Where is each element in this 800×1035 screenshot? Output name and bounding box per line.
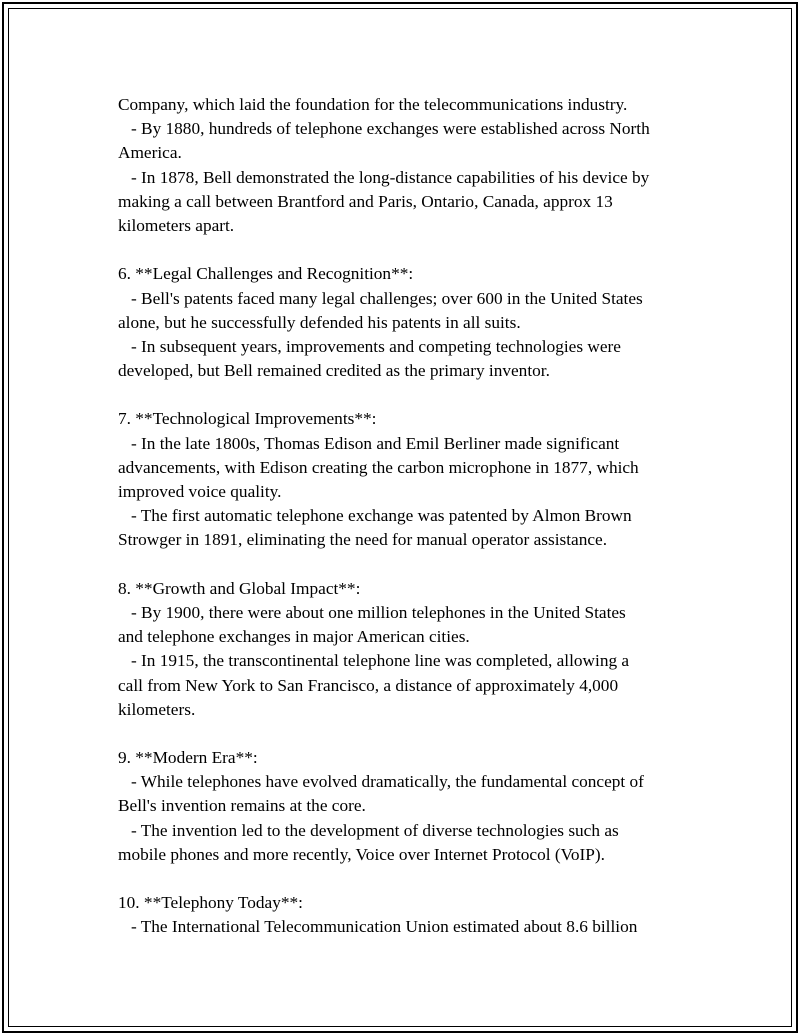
text-line: - In subsequent years, improvements and competing technologies were <box>118 336 621 356</box>
text-line: - In 1878, Bell demonstrated the long-distance capabilities of his device by <box>118 167 650 187</box>
text-line: and telephone exchanges in major American cities. <box>118 627 470 647</box>
text-line: - The invention led to the development of diverse technologies such as <box>118 820 619 840</box>
text-line: 9. **Modern Era**: <box>118 748 258 768</box>
text-line: mobile phones and more recently, Voice over Internet Protocol (VoIP). <box>118 844 605 864</box>
text-line: - In 1915, the transcontinental telephone line was completed, allowing a <box>118 651 630 671</box>
text-line: alone, but he successfully defended his patents in all suits. <box>118 312 521 332</box>
blank-line <box>118 722 698 746</box>
text-line: developed, but Bell remained credited as the primary inventor. <box>118 361 550 381</box>
text-line: 8. **Growth and Global Impact**: <box>118 578 361 598</box>
text-line: - By 1880, hundreds of telephone exchanges were established across North <box>118 119 650 139</box>
text-line: - The first automatic telephone exchange was patented by Almon Brown <box>118 506 632 526</box>
text-line: 6. **Legal Challenges and Recognition**: <box>118 264 414 284</box>
text-line: Company, which laid the foundation for the telecommunications industry. <box>118 95 628 114</box>
text-line: - Bell's patents faced many legal challenges; over 600 in the United States <box>118 288 643 308</box>
text-line: 7. **Technological Improvements**: <box>118 409 377 429</box>
text-line: - While telephones have evolved dramatically, the fundamental concept of <box>118 772 644 792</box>
blank-line <box>118 867 698 891</box>
text-line: kilometers apart. <box>118 215 235 235</box>
blank-line <box>118 553 698 577</box>
text-line: - The International Telecommunication Union estimated about 8.6 billion <box>118 917 638 937</box>
blank-line <box>118 238 698 262</box>
text-line: Strowger in 1891, eliminating the need for manual operator assistance. <box>118 530 608 550</box>
text-line: call from New York to San Francisco, a distance of approximately 4,000 <box>118 675 619 695</box>
text-line: 10. **Telephony Today**: <box>118 893 303 913</box>
text-line: kilometers. <box>118 699 196 719</box>
text-line: - In the late 1800s, Thomas Edison and Emil Berliner made significant <box>118 433 620 453</box>
blank-line <box>118 383 698 407</box>
text-line: - By 1900, there were about one million telephones in the United States <box>118 602 626 622</box>
text-line: America. <box>118 143 182 163</box>
document-body <box>118 93 698 940</box>
text-line: advancements, with Edison creating the carbon microphone in 1877, which <box>118 457 639 477</box>
text-line: Bell's invention remains at the core. <box>118 796 366 816</box>
text-line: making a call between Brantford and Paris, Ontario, Canada, approx 13 <box>118 191 613 211</box>
text-line: improved voice quality. <box>118 482 282 501</box>
